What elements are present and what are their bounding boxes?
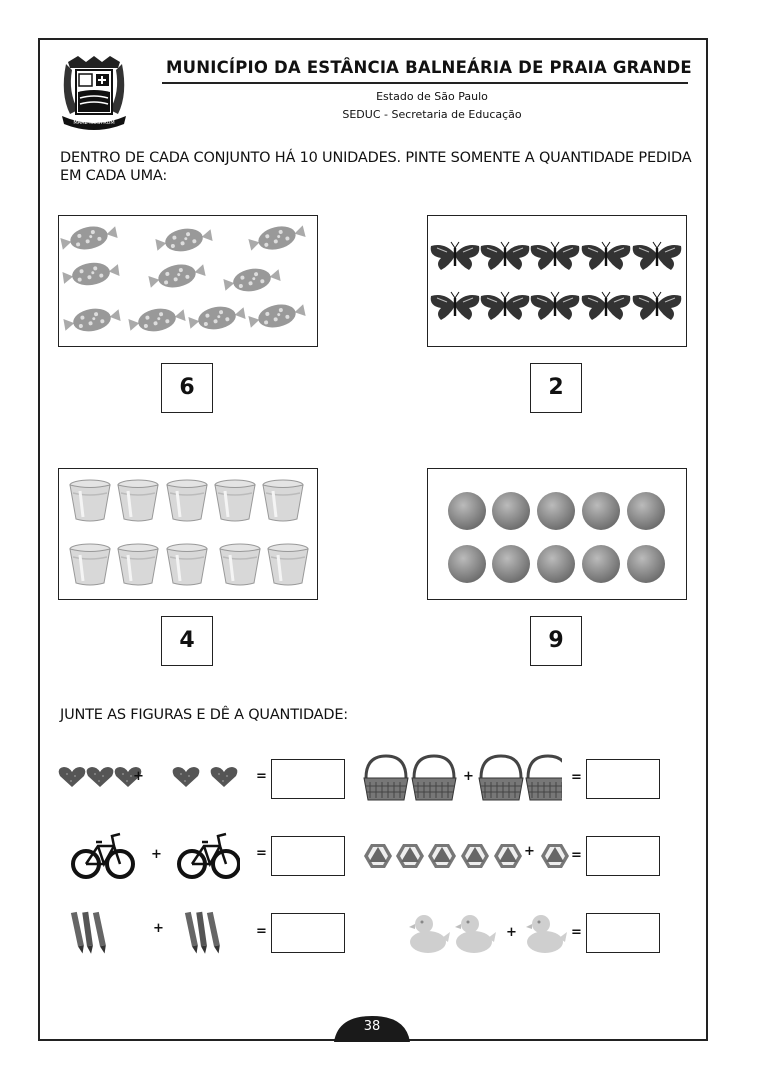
butterfly-icon[interactable] (633, 242, 682, 270)
page-title: MUNICÍPIO DA ESTÂNCIA BALNEÁRIA DE PRAIA GRANDE (166, 58, 692, 77)
title-underline (162, 82, 688, 84)
butterfly-icon[interactable] (431, 292, 480, 320)
ball-icon[interactable] (627, 492, 665, 530)
heart-icon (211, 767, 238, 787)
section-title-sums: JUNTE AS FIGURAS E DÊ A QUANTIDADE: (60, 707, 348, 723)
duck-icon (526, 915, 567, 953)
basket-icon (412, 756, 456, 800)
ball-icon[interactable] (492, 492, 530, 530)
bucket-icon[interactable] (70, 480, 110, 521)
plus-sign: + (151, 847, 162, 862)
butterfly-icon[interactable] (481, 292, 530, 320)
ball-icon[interactable] (627, 545, 665, 583)
equals-sign: = (256, 769, 267, 784)
candy-icon[interactable] (63, 304, 122, 335)
butterfly-icon[interactable] (531, 292, 580, 320)
bicycle-icon (73, 834, 133, 877)
ball-icon[interactable] (582, 545, 620, 583)
bucket-icon[interactable] (118, 544, 158, 585)
ball-icon[interactable] (448, 492, 486, 530)
equals-sign: = (256, 924, 267, 939)
answer-box-baskets[interactable] (586, 759, 660, 799)
quantity-box-butterflies: 2 (530, 363, 582, 413)
set-candies[interactable] (58, 215, 318, 347)
ball-icon[interactable] (448, 545, 486, 583)
candy-icon[interactable] (155, 224, 214, 255)
candy-icon[interactable] (147, 259, 206, 292)
basket-icon (364, 756, 408, 800)
quantity-box-candies: 6 (161, 363, 213, 413)
answer-box-bicycles[interactable] (271, 836, 345, 876)
bucket-icon[interactable] (167, 544, 207, 585)
svg-text:MARE NOSTRUM: MARE NOSTRUM (73, 120, 115, 126)
candy-icon[interactable] (247, 221, 307, 256)
butterfly-icon[interactable] (481, 242, 530, 270)
hexagon-icon (396, 844, 424, 868)
pencils-icon (185, 912, 222, 954)
answer-box-ducks[interactable] (586, 913, 660, 953)
page-number: 38 (363, 1019, 381, 1034)
bucket-icon[interactable] (220, 544, 260, 585)
ball-icon[interactable] (582, 492, 620, 530)
duck-icon (455, 915, 496, 953)
candy-icon[interactable] (128, 304, 187, 335)
hexagon-icon (364, 844, 392, 868)
ball-icon[interactable] (537, 545, 575, 583)
instruction-text: DENTRO DE CADA CONJUNTO HÁ 10 UNIDADES. PINTE SOMENTE A QUANTIDADE PEDIDA EM CADA UMA: (60, 150, 692, 184)
set-balls[interactable] (427, 468, 687, 600)
plus-sign: + (133, 769, 144, 784)
answer-box-hearts[interactable] (271, 759, 345, 799)
butterfly-icon[interactable] (531, 242, 580, 270)
heart-icon (59, 767, 86, 787)
plus-sign: + (463, 769, 474, 784)
answer-box-hexagons[interactable] (586, 836, 660, 876)
plus-sign: + (524, 844, 535, 859)
hexagon-icon (494, 844, 522, 868)
pencils-icon (71, 912, 108, 954)
ball-icon[interactable] (492, 545, 530, 583)
butterfly-icon[interactable] (633, 292, 682, 320)
department-subtitle: SEDUC - Secretaria de Educação (342, 108, 522, 121)
candy-icon[interactable] (247, 299, 306, 332)
candy-icon[interactable] (223, 264, 282, 295)
quantity-box-balls: 9 (530, 616, 582, 666)
bucket-icon[interactable] (118, 480, 158, 521)
set-buckets[interactable] (58, 468, 318, 600)
equals-sign: = (571, 848, 582, 863)
basket-icon (479, 756, 523, 800)
hexagon-icon (461, 844, 489, 868)
state-subtitle: Estado de São Paulo (376, 90, 488, 103)
heart-icon (87, 767, 114, 787)
bucket-icon[interactable] (167, 480, 207, 521)
ball-icon[interactable] (537, 492, 575, 530)
plus-sign: + (506, 925, 517, 940)
candy-icon[interactable] (59, 221, 118, 254)
hexagon-icon (428, 844, 456, 868)
equals-sign: = (571, 925, 582, 940)
bucket-icon[interactable] (70, 544, 110, 585)
equals-sign: = (571, 770, 582, 785)
answer-box-pencils[interactable] (271, 913, 345, 953)
basket-icon (526, 756, 562, 800)
candy-icon[interactable] (188, 302, 247, 333)
butterfly-icon[interactable] (582, 292, 631, 320)
butterfly-icon[interactable] (431, 242, 480, 270)
bicycle-icon (179, 834, 239, 877)
equals-sign: = (256, 846, 267, 861)
duck-icon (409, 915, 450, 953)
bucket-icon[interactable] (268, 544, 308, 585)
plus-sign: + (153, 921, 164, 936)
bucket-icon[interactable] (263, 480, 303, 521)
heart-icon (173, 767, 200, 787)
quantity-box-buckets: 4 (161, 616, 213, 666)
bucket-icon[interactable] (215, 480, 255, 521)
set-butterflies[interactable] (427, 215, 687, 347)
hexagon-icon (541, 844, 569, 868)
candy-icon[interactable] (62, 259, 121, 289)
butterfly-icon[interactable] (582, 242, 631, 270)
